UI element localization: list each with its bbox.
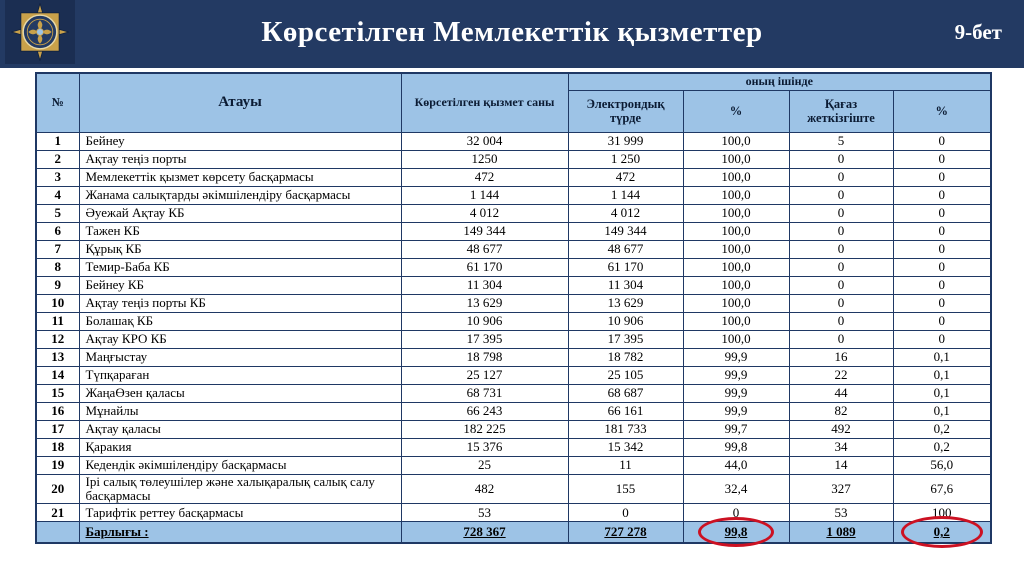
cell-num: 10: [36, 294, 79, 312]
cell-electronic: 4 012: [568, 204, 683, 222]
cell-e_pct: 44,0: [683, 456, 789, 474]
cell-name: Темир-Баба КБ: [79, 258, 401, 276]
cell-name: Бейнеу КБ: [79, 276, 401, 294]
cell-num: 13: [36, 348, 79, 366]
cell-num: 16: [36, 402, 79, 420]
cell-num: 2: [36, 150, 79, 168]
cell-paper: 0: [789, 168, 893, 186]
page-number-label: 9-бет: [954, 19, 1002, 44]
cell-paper: 0: [789, 258, 893, 276]
cell-name: Ақтау теңіз порты КБ: [79, 294, 401, 312]
cell-p_pct: 0: [893, 132, 991, 150]
cell-electronic: 1 250: [568, 150, 683, 168]
state-emblem-icon: [11, 3, 69, 61]
cell-name: Ірі салық төлеушілер және халықаралық салық салу басқармасы: [79, 474, 401, 504]
cell-e_pct: 100,0: [683, 240, 789, 258]
cell-paper: 492: [789, 420, 893, 438]
cell-num: 11: [36, 312, 79, 330]
cell-paper: 0: [789, 294, 893, 312]
cell-total: 48 677: [401, 240, 568, 258]
cell-p_pct: 0,1: [893, 348, 991, 366]
cell-e_pct: 99,9: [683, 384, 789, 402]
cell-e_pct: 100,0: [683, 186, 789, 204]
cell-electronic: 31 999: [568, 132, 683, 150]
cell-paper: 0: [789, 330, 893, 348]
cell-e_pct: 100,0: [683, 312, 789, 330]
cell-paper: 327: [789, 474, 893, 504]
table-row: [36, 312, 991, 330]
cell-paper: 0: [789, 222, 893, 240]
col-header-num: №: [36, 73, 79, 132]
table-row: [36, 420, 991, 438]
cell-name: Ақтау КРО КБ: [79, 330, 401, 348]
cell-e_pct: 99,9: [683, 348, 789, 366]
cell-e_pct: 99,8: [683, 438, 789, 456]
cell-p_pct: 0: [893, 222, 991, 240]
cell-p_pct: 0: [893, 330, 991, 348]
cell-electronic: 17 395: [568, 330, 683, 348]
services-table-container: [35, 72, 990, 544]
table-row: [36, 384, 991, 402]
cell-e_pct: 0: [683, 504, 789, 522]
total-row: [36, 522, 991, 544]
cell-electronic: 472: [568, 168, 683, 186]
cell-p_pct: 0: [893, 312, 991, 330]
cell-paper: 44: [789, 384, 893, 402]
cell-electronic: 181 733: [568, 420, 683, 438]
cell-name: Жанама салықтарды әкімшілендіру басқармасы: [79, 186, 401, 204]
cell-paper: 16: [789, 348, 893, 366]
cell-e_pct: 100,0: [683, 294, 789, 312]
cell-paper: 53: [789, 504, 893, 522]
col-header-paper: Қағаз жеткізгіште: [789, 90, 893, 132]
cell-total: 15 376: [401, 438, 568, 456]
cell-total-paper: 1 089: [789, 522, 893, 544]
table-row: [36, 366, 991, 384]
cell-e_pct: 99,9: [683, 402, 789, 420]
cell-total: 182 225: [401, 420, 568, 438]
cell-name: Тажен КБ: [79, 222, 401, 240]
cell-num: 17: [36, 420, 79, 438]
cell-total: 1 144: [401, 186, 568, 204]
cell-total: 1250: [401, 150, 568, 168]
cell-num: 5: [36, 204, 79, 222]
cell-electronic: 1 144: [568, 186, 683, 204]
col-header-electronic-pct: %: [683, 90, 789, 132]
services-table: [35, 72, 992, 544]
cell-total: 13 629: [401, 294, 568, 312]
cell-num: 1: [36, 132, 79, 150]
cell-total: 10 906: [401, 312, 568, 330]
cell-e_pct: 99,9: [683, 366, 789, 384]
cell-electronic: 13 629: [568, 294, 683, 312]
cell-e_pct: 100,0: [683, 168, 789, 186]
cell-electronic: 25 105: [568, 366, 683, 384]
table-row: [36, 330, 991, 348]
cell-p_pct: 0,1: [893, 402, 991, 420]
cell-electronic: 18 782: [568, 348, 683, 366]
cell-p_pct: 0,1: [893, 366, 991, 384]
cell-electronic: 15 342: [568, 438, 683, 456]
cell-p_pct: 0: [893, 150, 991, 168]
cell-total: 25: [401, 456, 568, 474]
cell-paper: 82: [789, 402, 893, 420]
cell-name: Бейнеу: [79, 132, 401, 150]
cell-electronic: 0: [568, 504, 683, 522]
table-row: [36, 474, 991, 504]
table-row: [36, 456, 991, 474]
cell-name: Түпқараған: [79, 366, 401, 384]
cell-num: 7: [36, 240, 79, 258]
col-header-total-services: Көрсетілген қызмет саны: [401, 73, 568, 132]
cell-name: Тарифтік реттеу басқармасы: [79, 504, 401, 522]
cell-total: 4 012: [401, 204, 568, 222]
page-title: Көрсетілген Мемлекеттік қызметтер: [261, 15, 763, 48]
cell-total: 53: [401, 504, 568, 522]
cell-paper: 5: [789, 132, 893, 150]
cell-total-label: Барлығы :: [79, 522, 401, 544]
cell-total: 66 243: [401, 402, 568, 420]
cell-total-services: 728 367: [401, 522, 568, 544]
cell-num: 20: [36, 474, 79, 504]
table-row: [36, 276, 991, 294]
table-row: [36, 186, 991, 204]
cell-total: 472: [401, 168, 568, 186]
cell-num: 12: [36, 330, 79, 348]
cell-name: Маңғыстау: [79, 348, 401, 366]
table-row: [36, 402, 991, 420]
cell-p_pct: 0: [893, 168, 991, 186]
cell-paper: 0: [789, 276, 893, 294]
cell-paper: 0: [789, 240, 893, 258]
cell-electronic: 48 677: [568, 240, 683, 258]
table-row: [36, 204, 991, 222]
table-row: [36, 132, 991, 150]
cell-name: Ақтау теңіз порты: [79, 150, 401, 168]
cell-name: Қаракия: [79, 438, 401, 456]
cell-total: 11 304: [401, 276, 568, 294]
cell-name: Мемлекеттік қызмет көрсету басқармасы: [79, 168, 401, 186]
cell-name: ЖаңаӨзен қаласы: [79, 384, 401, 402]
cell-electronic: 11: [568, 456, 683, 474]
cell-electronic: 155: [568, 474, 683, 504]
cell-p_pct: 0,1: [893, 384, 991, 402]
cell-p_pct: 0: [893, 204, 991, 222]
logo-container: [5, 0, 75, 64]
header-banner: [0, 0, 1024, 68]
cell-electronic: 66 161: [568, 402, 683, 420]
cell-total: 32 004: [401, 132, 568, 150]
cell-num: 18: [36, 438, 79, 456]
table-body: [36, 132, 991, 522]
cell-total: 17 395: [401, 330, 568, 348]
cell-num: 4: [36, 186, 79, 204]
cell-total-electronic: 727 278: [568, 522, 683, 544]
table-row: [36, 150, 991, 168]
cell-total: 68 731: [401, 384, 568, 402]
cell-paper: 0: [789, 186, 893, 204]
cell-total: 61 170: [401, 258, 568, 276]
table-row: [36, 504, 991, 522]
cell-p_pct: 0: [893, 294, 991, 312]
cell-name: Мұнайлы: [79, 402, 401, 420]
cell-total-num: [36, 522, 79, 544]
cell-e_pct: 100,0: [683, 150, 789, 168]
cell-p_pct: 67,6: [893, 474, 991, 504]
cell-total-paper-pct: 0,2: [893, 522, 991, 544]
cell-e_pct: 100,0: [683, 330, 789, 348]
cell-p_pct: 100: [893, 504, 991, 522]
cell-electronic: 68 687: [568, 384, 683, 402]
cell-e_pct: 100,0: [683, 258, 789, 276]
cell-paper: 0: [789, 204, 893, 222]
col-header-paper-pct: %: [893, 90, 991, 132]
cell-num: 8: [36, 258, 79, 276]
cell-paper: 14: [789, 456, 893, 474]
table-row: [36, 438, 991, 456]
cell-num: 19: [36, 456, 79, 474]
cell-total-electronic-pct: 99,8: [683, 522, 789, 544]
cell-p_pct: 0,2: [893, 438, 991, 456]
cell-total: 482: [401, 474, 568, 504]
cell-name: Кедендік әкімшілендіру басқармасы: [79, 456, 401, 474]
cell-p_pct: 0: [893, 258, 991, 276]
table-row: [36, 222, 991, 240]
cell-e_pct: 100,0: [683, 276, 789, 294]
col-header-name: Атауы: [79, 73, 401, 132]
cell-total: 149 344: [401, 222, 568, 240]
cell-paper: 0: [789, 150, 893, 168]
cell-name: Құрық КБ: [79, 240, 401, 258]
cell-num: 15: [36, 384, 79, 402]
cell-e_pct: 99,7: [683, 420, 789, 438]
cell-name: Болашақ КБ: [79, 312, 401, 330]
cell-paper: 34: [789, 438, 893, 456]
cell-e_pct: 100,0: [683, 204, 789, 222]
cell-p_pct: 56,0: [893, 456, 991, 474]
cell-e_pct: 100,0: [683, 222, 789, 240]
col-header-electronic: Электрондық түрде: [568, 90, 683, 132]
cell-name: Әуежай Ақтау КБ: [79, 204, 401, 222]
table-row: [36, 258, 991, 276]
cell-paper: 22: [789, 366, 893, 384]
cell-num: 21: [36, 504, 79, 522]
table-row: [36, 168, 991, 186]
table-row: [36, 240, 991, 258]
cell-e_pct: 32,4: [683, 474, 789, 504]
cell-p_pct: 0: [893, 240, 991, 258]
cell-electronic: 149 344: [568, 222, 683, 240]
cell-electronic: 61 170: [568, 258, 683, 276]
cell-total: 18 798: [401, 348, 568, 366]
cell-name: Ақтау қаласы: [79, 420, 401, 438]
cell-num: 9: [36, 276, 79, 294]
cell-num: 14: [36, 366, 79, 384]
table-row: [36, 294, 991, 312]
cell-electronic: 10 906: [568, 312, 683, 330]
cell-p_pct: 0: [893, 276, 991, 294]
cell-total: 25 127: [401, 366, 568, 384]
cell-p_pct: 0: [893, 186, 991, 204]
cell-electronic: 11 304: [568, 276, 683, 294]
cell-num: 3: [36, 168, 79, 186]
table-row: [36, 348, 991, 366]
col-header-including: оның ішінде: [568, 73, 991, 90]
cell-e_pct: 100,0: [683, 132, 789, 150]
cell-paper: 0: [789, 312, 893, 330]
cell-num: 6: [36, 222, 79, 240]
cell-p_pct: 0,2: [893, 420, 991, 438]
